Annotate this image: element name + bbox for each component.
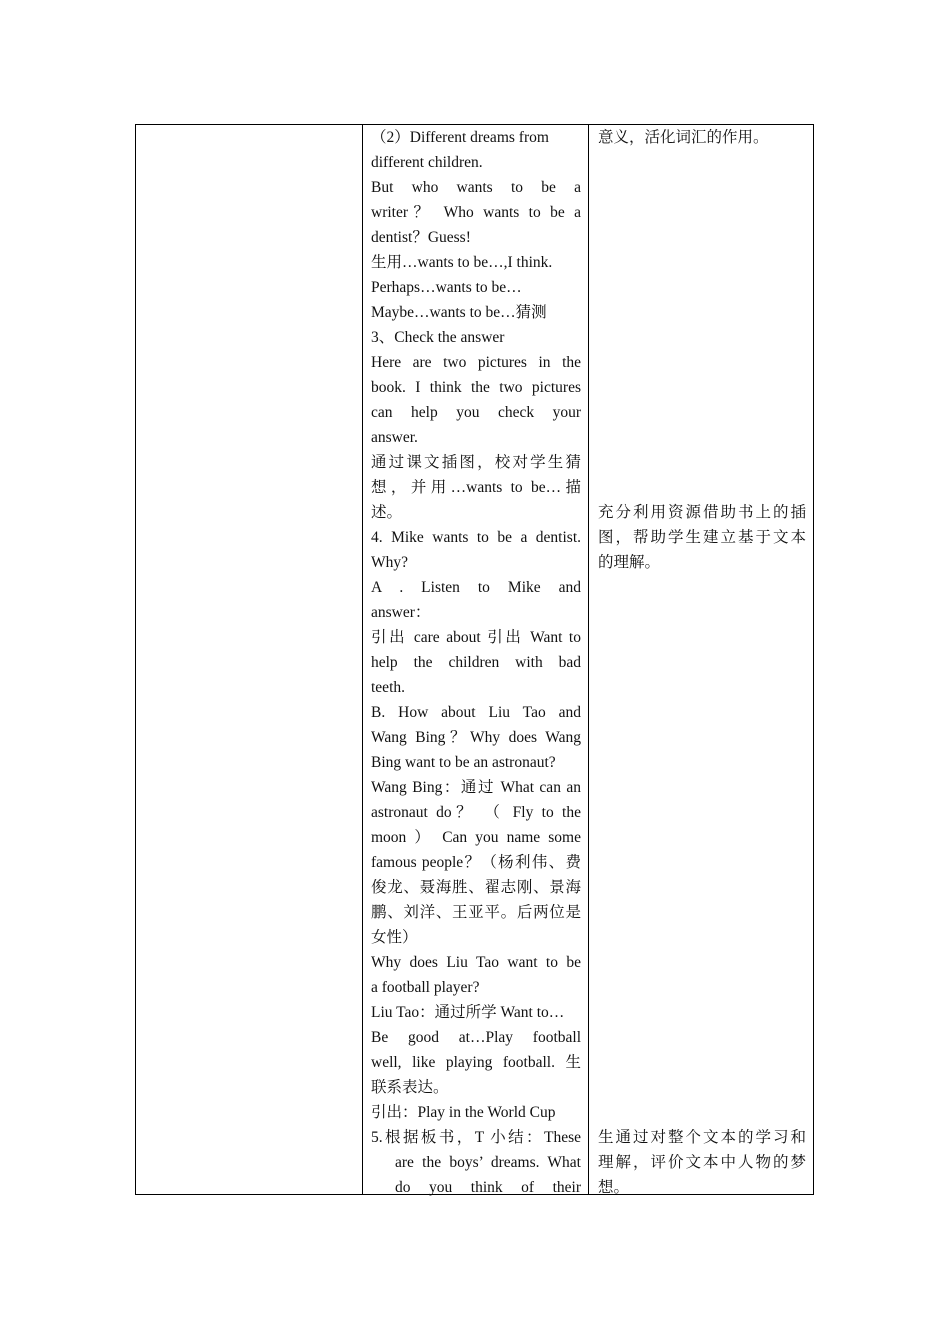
text-line: 的理解。	[598, 554, 661, 571]
text-line: Be good at…Play football	[371, 1029, 581, 1046]
text-line: But who wants to be a	[371, 179, 581, 196]
text-line: B. How about Liu Tao and	[371, 704, 581, 721]
text-line: answer.	[371, 429, 418, 446]
text-line: 引出 care about 引出 Want to	[371, 629, 581, 646]
text-line: Why does Liu Tao want to be	[371, 954, 581, 971]
column-divider	[362, 125, 363, 1194]
text-line: moon ） Can you name some	[371, 829, 581, 846]
text-line: Here are two pictures in the	[371, 354, 581, 371]
text-line: 意义，活化词汇的作用。	[598, 129, 769, 146]
text-line: 通过课文插图，校对学生猜	[371, 454, 581, 471]
text-line: help the children with bad	[371, 654, 581, 671]
section-heading: 5.根据板书，T 小结：These	[371, 1129, 581, 1146]
text-line: writer？ Who wants to be a	[371, 204, 581, 221]
text-line: answer：	[371, 604, 431, 621]
text-line: 俊龙、聂海胜、翟志刚、景海	[371, 879, 581, 896]
text-line: dentist？Guess!	[371, 229, 471, 246]
text-line: well, like playing football. 生	[371, 1054, 581, 1071]
text-line: different children.	[371, 154, 483, 171]
text-line: 想，并用…wants to be…描	[371, 479, 581, 496]
text-line: teeth.	[371, 679, 405, 696]
text-line: 图，帮助学生建立基于文本	[598, 529, 806, 546]
text-line: （2）Different dreams from	[371, 129, 549, 146]
text-line: Maybe…wants to be…猜测	[371, 304, 547, 321]
text-line: astronaut do？ （ Fly to the	[371, 804, 581, 821]
text-line: A . Listen to Mike and	[371, 579, 581, 596]
lesson-plan-table	[135, 124, 814, 1195]
text-line: can help you check your	[371, 404, 581, 421]
text-line: do you think of their	[395, 1179, 581, 1196]
text-line: 充分利用资源借助书上的插	[598, 504, 806, 521]
text-line: 述。	[371, 504, 403, 521]
text-line: Wang Bing：通过 What can an	[371, 779, 581, 796]
column-divider	[588, 125, 589, 1194]
text-line: 想。	[598, 1179, 630, 1196]
text-line: Wang Bing？Why does Wang	[371, 729, 581, 746]
text-line: Why?	[371, 554, 409, 571]
text-line: Perhaps…wants to be…	[371, 279, 522, 296]
text-line: 生用…wants to be…,I think.	[371, 254, 553, 271]
text-line: 女性）	[371, 929, 418, 946]
text-line: 生通过对整个文本的学习和	[598, 1129, 806, 1146]
section-heading: 4. Mike wants to be a dentist.	[371, 529, 581, 546]
section-heading: 3、Check the answer	[371, 329, 505, 346]
text-line: are the boys’ dreams. What	[395, 1154, 581, 1171]
text-line: book. I think the two pictures	[371, 379, 581, 396]
text-line: Liu Tao：通过所学 Want to…	[371, 1004, 565, 1021]
text-line: a football player?	[371, 979, 480, 996]
text-line: Bing want to be an astronaut?	[371, 754, 556, 771]
text-line: famous people？（杨利伟、费	[371, 854, 581, 871]
text-line: 引出：Play in the World Cup	[371, 1104, 556, 1121]
text-line: 联系表达。	[371, 1079, 449, 1096]
text-line: 鹏、刘洋、王亚平。后两位是	[371, 904, 581, 921]
text-line: 理解，评价文本中人物的梦	[598, 1154, 806, 1171]
